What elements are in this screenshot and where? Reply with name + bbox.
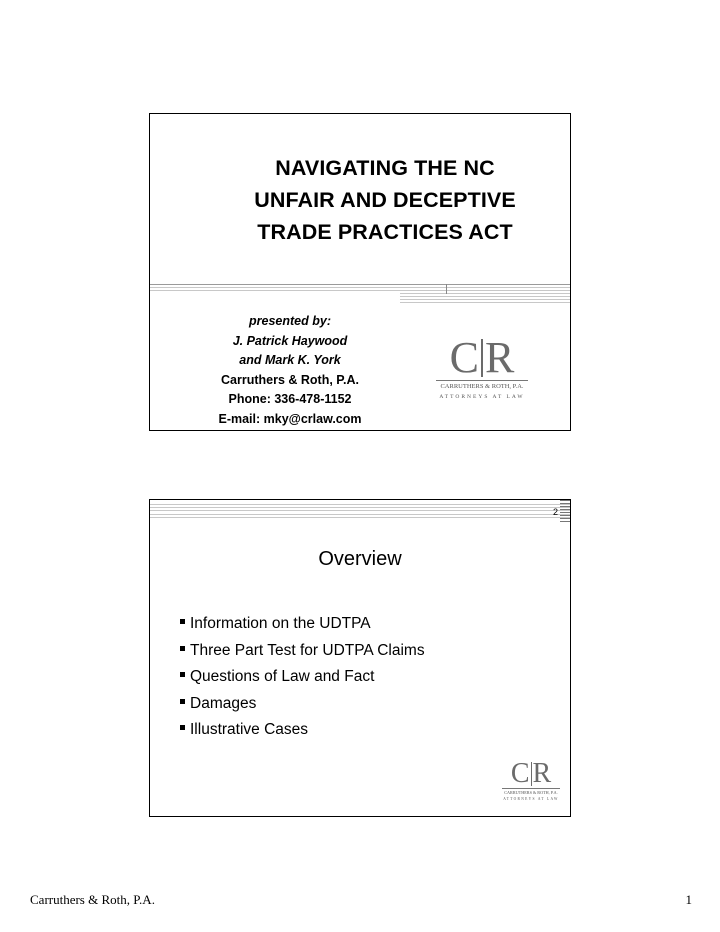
presenter-name-1: J. Patrick Haywood — [232, 333, 348, 348]
firm-name: Carruthers & Roth, P.A. — [221, 372, 359, 387]
list-item: Damages — [180, 691, 425, 718]
logo-tagline: ATTORNEYS AT LAW — [503, 797, 559, 801]
slide-edge-ticks — [560, 500, 570, 530]
slide-number: 2 — [552, 507, 558, 517]
presenter-name-2: and Mark K. York — [239, 353, 341, 367]
page-number: 1 — [685, 892, 692, 907]
title-line-3: TRADE PRACTICES ACT — [257, 220, 513, 244]
presented-by-label: presented by: — [249, 314, 331, 328]
title-line-2: UNFAIR AND DECEPTIVE — [254, 188, 516, 212]
bullet-square-icon — [180, 672, 185, 677]
logo-firm-name: CARRUTHERS & ROTH, P.A. — [502, 788, 560, 795]
overview-slide — [149, 499, 571, 817]
header-rules — [150, 504, 570, 520]
email: E-mail: mky@crlaw.com — [218, 411, 362, 426]
logo-tagline: ATTORNEYS AT LAW — [439, 394, 525, 400]
logo-mark: C R — [510, 758, 552, 789]
title-slide — [149, 113, 571, 431]
list-item: Questions of Law and Fact — [180, 664, 425, 691]
slide-title — [200, 152, 570, 248]
firm-logo — [436, 333, 528, 400]
bullet-square-icon — [180, 619, 185, 624]
bullet-square-icon — [180, 646, 185, 651]
phone: Phone: 336-478-1152 — [228, 392, 352, 406]
logo-mark: C R — [449, 333, 515, 382]
divider-rules — [150, 284, 570, 306]
title-line-1: NAVIGATING THE NC — [275, 156, 495, 180]
list-item: Information on the UDTPA — [180, 611, 425, 638]
bullet-square-icon — [180, 725, 185, 730]
slide-title: Overview — [318, 548, 402, 570]
logo-firm-name: CARRUTHERS & ROTH, P.A. — [436, 380, 528, 390]
bullet-list — [180, 611, 425, 744]
presenter-block — [180, 312, 400, 429]
bullet-square-icon — [180, 699, 185, 704]
list-item: Illustrative Cases — [180, 717, 425, 744]
footer-firm: Carruthers & Roth, P.A. — [30, 892, 155, 907]
firm-logo — [502, 760, 560, 801]
list-item: Three Part Test for UDTPA Claims — [180, 638, 425, 665]
